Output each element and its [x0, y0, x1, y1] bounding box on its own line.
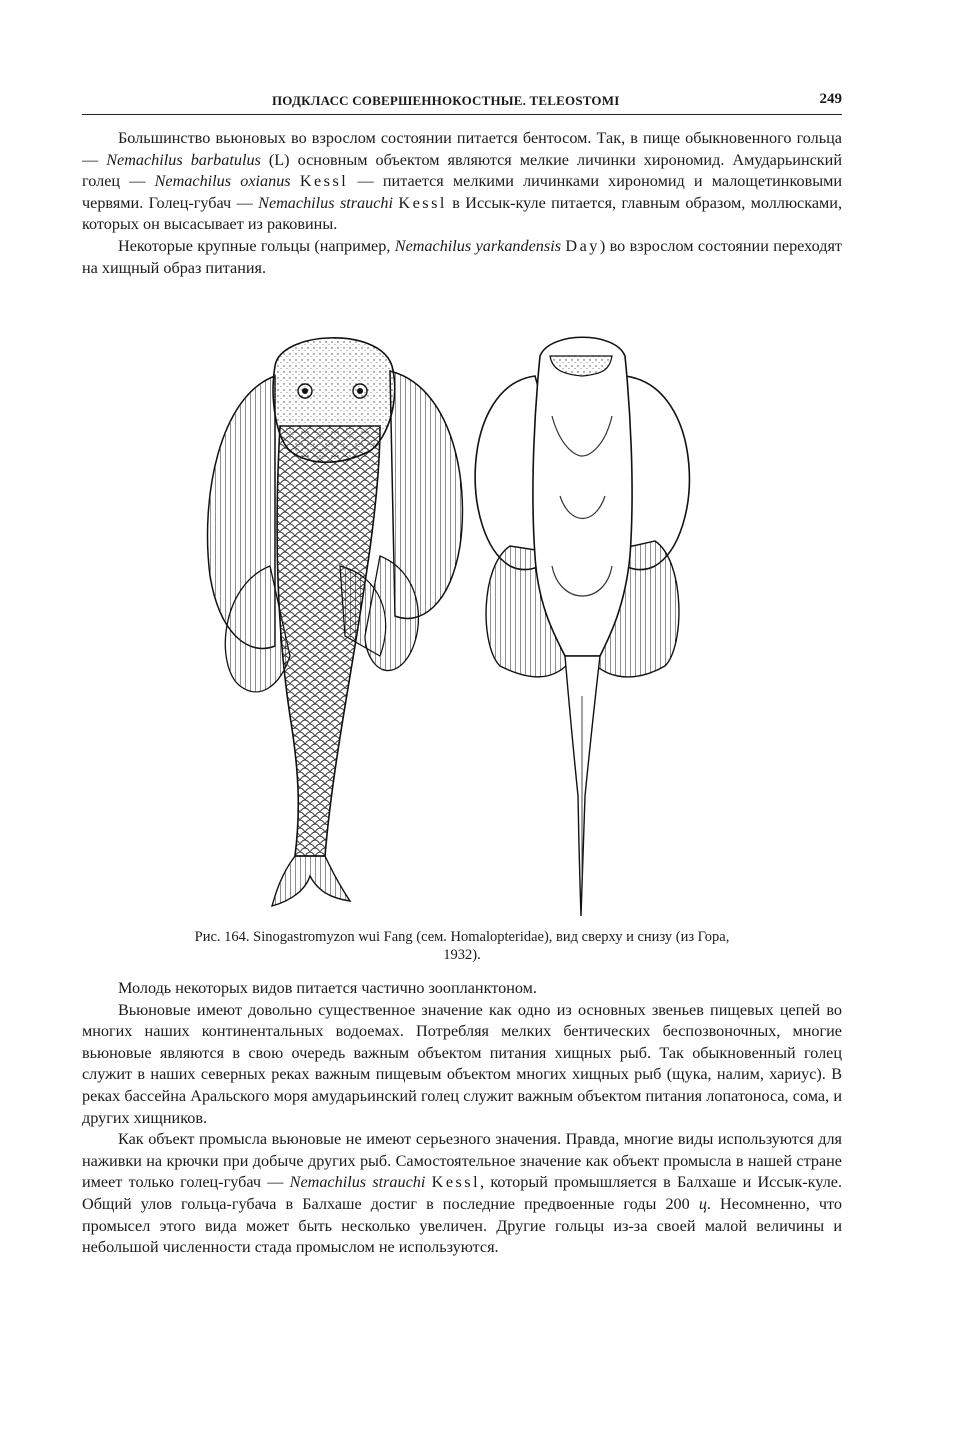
species-name: Nemachilus yarkandensis — [394, 236, 561, 255]
text-run: ) во взрослом состоянии переходят на хищный образ питания. — [82, 236, 842, 277]
fish-ventral-view — [475, 337, 689, 916]
text-block-top — [82, 128, 842, 279]
fish-dorsal-view — [208, 338, 463, 906]
unit-label: ц — [698, 1194, 707, 1213]
author-name: Kessl — [299, 172, 349, 191]
paragraph-predatory — [82, 236, 842, 279]
paragraph-benthos — [82, 128, 842, 236]
figure-fish-illustration — [180, 316, 780, 924]
species-name: Nemachilus oxianus — [154, 172, 291, 191]
header-rule — [82, 114, 842, 115]
species-name: Nemachilus barbatulus — [106, 150, 261, 169]
paragraph-zooplankton: Молодь некоторых видов питается частично зоопланктоном. — [118, 979, 537, 997]
author-name: Kessl — [398, 193, 447, 212]
text-run: — питается мелкими личинками хирономид и малощетинковыми червями. Голец-губач — — [82, 172, 843, 212]
running-title: ПОДКЛАСС СОВЕРШЕННОКОСТНЫЕ. TELEOSTOMI — [272, 93, 620, 108]
paragraph-fishery — [82, 1129, 842, 1259]
page-number: 249 — [819, 91, 842, 107]
species-name: Nemachilus strauchi — [289, 1173, 426, 1192]
text-run: Большинство вьюновых во взрослом состоянии питается бентосом. Так, в пище обыкновенного гольца — — [82, 129, 842, 169]
text-run: . Несомненно, что промысел этого вида может быть несколько увеличен. Другие гольцы из-за своей малой величины и небольшой численности стада промыслом не используются. — [82, 1194, 842, 1257]
caption-line-2: 1932). — [443, 947, 481, 963]
running-header — [82, 93, 842, 117]
fish-drawing — [180, 316, 780, 924]
paragraph-food-chain: Вьюновые имеют довольно существенное значение как одно из основных звеньев пищевых цепей во многих наших континентальных водоемах. Потребляя мелких бентических беспозвоночных, многие вьюновые являются в свою очередь важным объектом питания хищных рыб. Так обыкновенный голец служит в наших северных реках важным пищевым объектом многих хищных рыб (щука, налим, хариус). В реках бассейна Аральского моря амударьинский голец служит важным объектом питания лопатоноса, сома, и других хищников. — [82, 1000, 842, 1127]
caption-line-1: Рис. 164. Sinogastromyzon wui Fang (сем. Homalopteridae), вид сверху и снизу (из Гора, — [194, 929, 730, 945]
text-block-bottom — [82, 978, 842, 1259]
text-run: Некоторые крупные гольцы (например, — [118, 236, 395, 255]
text-run: Как объект промысла вьюновые не имеют серьезного значения. Правда, многие виды используются для наживки на крючки при добыче других рыб. Самостоятельное значение как объект промысла в нашей стране имеет только голец-губач — — [82, 1130, 842, 1192]
text-run: в Иссык-куле питается, главным образом, моллюсками, которых он высасывает из раковины. — [82, 193, 842, 234]
species-name: Nemachilus strauchi — [258, 193, 394, 212]
author-name: Kessl — [431, 1173, 481, 1192]
text-run: (L) основным объектом являются мелкие личинки хирономид. Амударьинский голец — — [82, 150, 842, 191]
author-name: Day — [565, 236, 600, 255]
text-run: , который промышляется в Балхаше и Иссык-куле. Общий улов гольца-губача в Балхаше достиг в последние предвоенные годы 200 — [82, 1173, 843, 1213]
figure-caption — [82, 928, 842, 964]
